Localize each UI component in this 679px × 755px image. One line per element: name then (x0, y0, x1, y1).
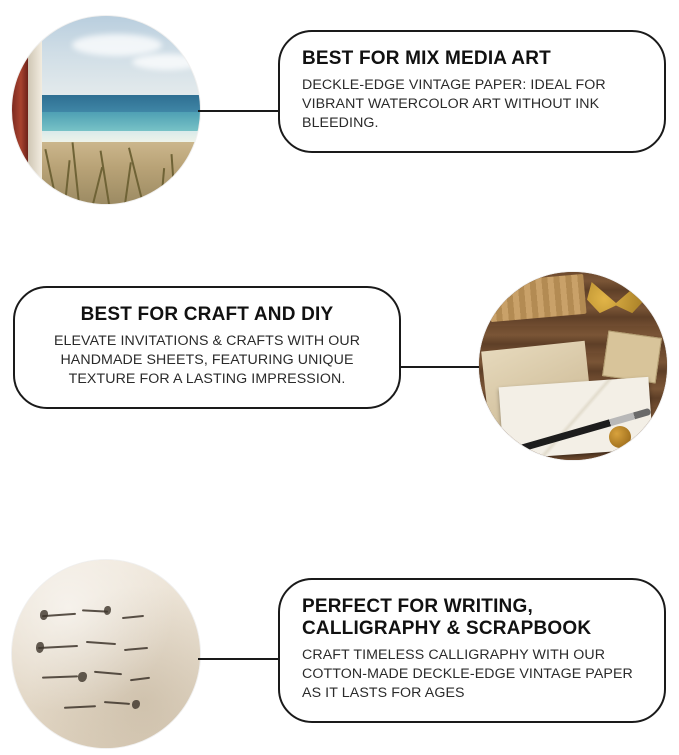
sketchbook-page-edge (28, 16, 42, 204)
feature-description: ELEVATE INVITATIONS & CRAFTS WITH OUR HANDMADE SHEETS, FEATURING UNIQUE TEXTURE FOR A LASTING IMPRESSION. (53, 333, 361, 388)
feature-title: PERFECT FOR WRITING, CALLIGRAPHY & SCRAPBOOK (302, 596, 592, 640)
feature-block-writing-calligraphy-scrapbook (0, 530, 679, 730)
shallow-sea-band (42, 112, 200, 131)
feature-block-craft-and-diy (0, 270, 679, 470)
connector-line (198, 658, 280, 660)
craft-desk-illustration (479, 272, 667, 460)
handmade-paper-illustration (12, 560, 200, 748)
deep-sea-band (42, 95, 200, 112)
connector-line (399, 366, 481, 368)
feature-title: BEST FOR MIX MEDIA ART (302, 48, 551, 69)
cloud-shape (72, 34, 162, 56)
feature-description: DECKLE-EDGE VINTAGE PAPER: IDEAL FOR VIBRANT WATERCOLOR ART WITHOUT INK BLEEDING. (302, 77, 606, 132)
feature-card-writing-calligraphy-scrapbook (278, 578, 666, 723)
sketchbook-spine (12, 16, 28, 204)
feature-block-mix-media-art (0, 14, 679, 214)
feature-card-craft-and-diy (13, 286, 401, 409)
feature-card-mix-media-art (278, 30, 666, 153)
paper-texture (12, 560, 200, 748)
watercolor-beach-illustration (12, 16, 200, 204)
watercolor-beach-painting-image (12, 16, 200, 204)
connector-line (198, 110, 280, 112)
wood-blocks (487, 274, 586, 322)
cloud-shape (132, 54, 200, 70)
paper-tag (602, 330, 662, 383)
craft-desk-image (479, 272, 667, 460)
surf-band (42, 131, 200, 142)
wax-seal (609, 426, 631, 448)
feature-description: CRAFT TIMELESS CALLIGRAPHY WITH OUR COTTON-MADE DECKLE-EDGE VINTAGE PAPER AS IT LASTS FOR AGES (302, 647, 633, 702)
handwritten-calligraphy-image (12, 560, 200, 748)
feature-title: BEST FOR CRAFT AND DIY (80, 304, 334, 325)
